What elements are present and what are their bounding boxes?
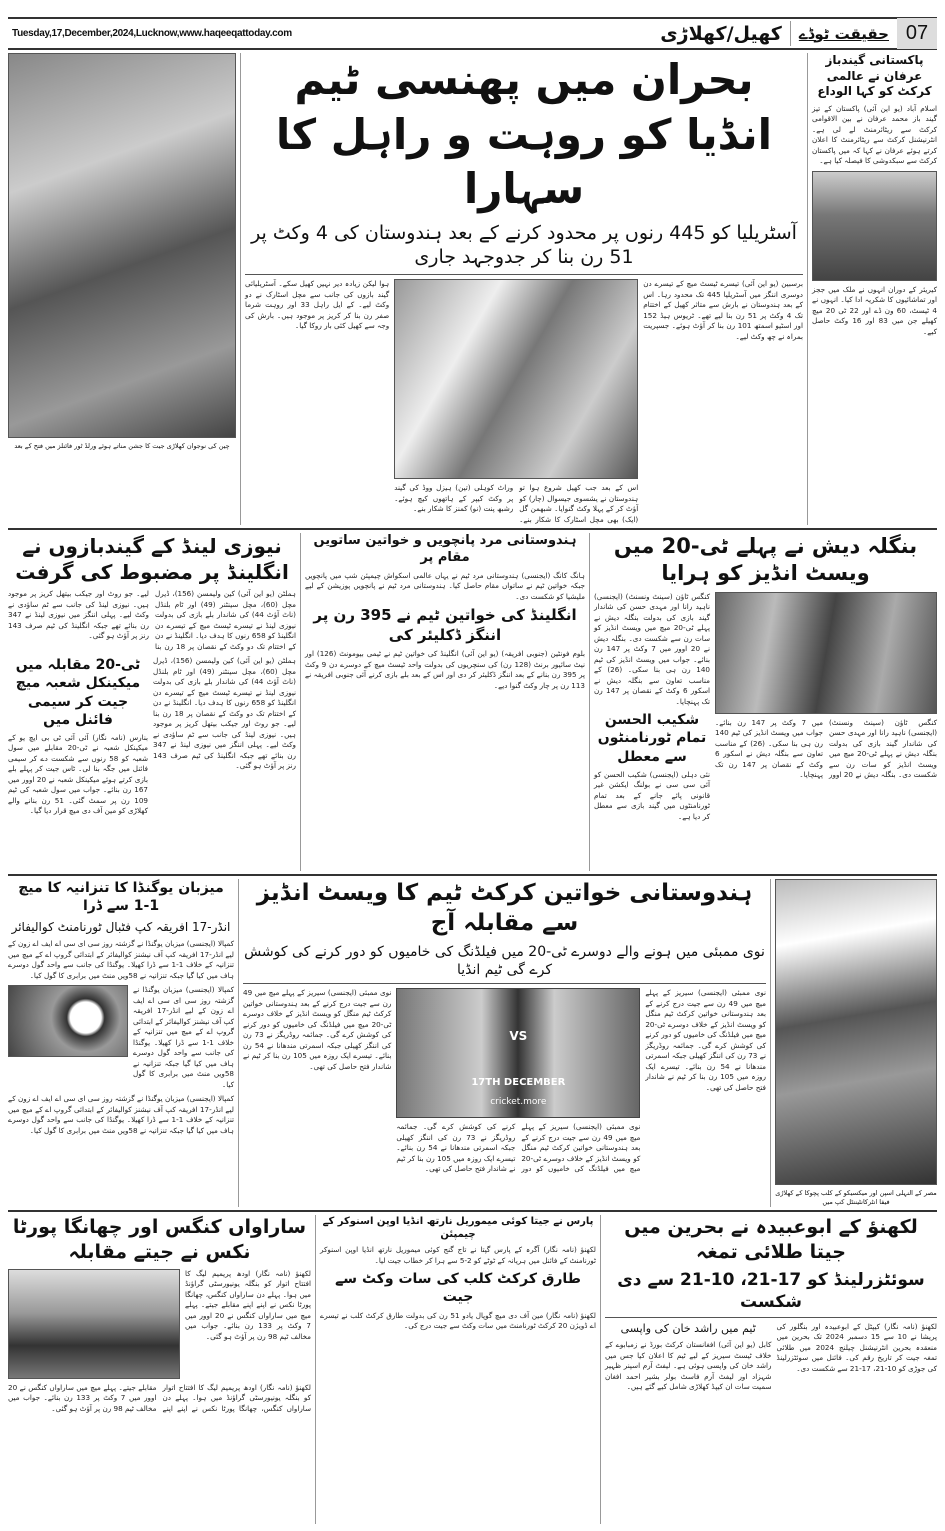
bangladesh-photo-column xyxy=(715,592,937,781)
bangladesh-body-continued: کنگس ٹاؤن (سینٹ ونسنٹ) (ایجنسی) ناہید رانا اور مہدی حسن کی شاندار گیند بازی کی بدولت بنگلہ دیش نے پہلے ٹی-20 میچ میں ویسٹ انڈیز کو سات رن سے شکست دی۔ بنگلہ دیش نے 20 اوور میں 7 وکٹ پر 147 رن بنائے۔ جواب میں ویسٹ انڈیز کی ٹیم 140 رن ہی بنا سکی۔ (26) کے مناسب تعاون سے بنگلہ دیش نے اسکور 6 وکٹ کے نقصان پر 147 رن تک پہنچایا۔ xyxy=(715,717,937,780)
paras-headline: پارس نے جیتا کوئی میموریل نارتھ انڈیا اوپن اسنوکر کے چیمپئن xyxy=(322,1216,594,1241)
obaida-story xyxy=(600,1215,937,1524)
kings-headline: ساراواں کنگس اور چھانگا پورٹا نکس نے جیتے مقابلہ xyxy=(12,1216,307,1263)
side-story xyxy=(807,53,937,525)
rashid-body: کابل (یو این آئی) افغانستان کرکٹ بورڈ نے زمبابوے کے خلاف ٹیسٹ سیریز کے لیے ٹیم کا اعلان کیا جس میں راشد خان کی واپسی ہوئی ہے۔ لیفٹ آرم اسپنر ظہیر شہزاد اور لیفٹ آرم فاسٹ بولر بشیر احمد افغان سمیت سات ان کیپڈ کھلاڑی شامل کیے گئے ہیں۔ xyxy=(605,1340,772,1392)
article-body: ہوا لیکن زیادہ دیر نہیں کھیل سکے۔ آسٹریلیائی گیند بازوں کی جانب سے مچل اسٹارک نے دو وکٹ لیے۔ کے ایل راہل 33 اور روہت شرما صفر رن بنا کر کریز پر موجود ہیں۔ بارش کی وجہ سے کھیل کئی بار روکا گیا۔ xyxy=(245,279,390,331)
uganda-headline: میزبان یوگنڈا کا تنزانیہ کا میچ 1-1 سے ڈرا xyxy=(18,880,224,915)
main-subheadline: آسٹریلیا کو 445 رنوں پر محدود کرنے کے بعد ہندوستان کی 4 وکٹ پر 51 رن بنا کر جدوجہد جاری xyxy=(251,221,797,269)
newspaper-logo: حقیقت ٹوڈے xyxy=(798,24,889,43)
rashid-story xyxy=(605,1322,771,1393)
photo-column xyxy=(394,279,638,525)
kings-body: لکھنؤ (نامہ نگار) اودھ پریمیم لیگ کا افتتاح اتوار کو بنگلہ یونیورسٹی گراؤنڈ میں ہوا۔ پہلے دن ساراواں کنگس، چھانگا پورٹا نکس نے اپنے اپنے مقابلے جیتے۔ پہلے میچ میں ساراواں کنگس نے 20 اوور میں 7 وکٹ پر 133 رن بنائے۔ جواب میں مخالف ٹیم 98 رن پر آؤٹ ہو گئی۔ xyxy=(185,1268,311,1341)
nz-body: ہملٹن (یو این آئی) کین ولیمسن (156)، ڈیرل مچل (60)، مچل سینٹنر (49) اور ٹام بلنڈل (ناٹ آؤٹ 44) کی شاندار بلے بازی کی بدولت نیوزی لینڈ نے تیسرے ٹیسٹ میچ کے تیسرے دن انگلینڈ کو 658 رنوں کا ہدف دیا۔ انگلینڈ نے دن کے اختتام تک دو وکٹ کے نقصان پر 18 رن بنا لیے۔ جو روٹ اور جیکب بیتھل کریز پر موجود ہیں۔ نیوزی لینڈ کی جانب سے ٹم ساؤدی نے وکٹ لیے۔ پہلی اننگز میں نیوزی لینڈ نے 347 رن بنائے تھے جبکہ انگلینڈ کی ٹیم صرف 143 رنز پر آؤٹ ہو گئی۔ xyxy=(8,589,296,651)
paras-story xyxy=(315,1215,600,1524)
third-section xyxy=(8,876,937,1212)
promo-date: 17TH DECEMBER xyxy=(471,1077,566,1089)
football-photo xyxy=(8,985,128,1057)
second-section xyxy=(8,530,937,876)
football-photo-column xyxy=(770,879,937,1207)
uganda-photo-row xyxy=(8,985,234,1090)
women-cricket-subheadline: نوی ممبئی میں ہونے والے دوسرے ٹی-20 میں فیلڈنگ کی خامیوں کو دور کرنے کی کوشش کرے گی ٹیم انڈیا xyxy=(244,943,765,979)
obaida-headline: لکھنؤ کے ابوعبیدہ نے بحرین میں جیتا طلائی تمغہ xyxy=(624,1216,918,1263)
left-photo-column xyxy=(8,53,240,525)
bottom-section xyxy=(8,1212,937,1527)
trophy-ceremony-photo xyxy=(8,1269,180,1379)
football-match-photo xyxy=(775,879,937,1185)
divider xyxy=(243,983,766,984)
squash-headline: ہندوستانی مرد پانچویں و خواتین ساتویں مقام پر xyxy=(313,533,577,566)
shakib-body: نئی دہلی (ایجنسی) شکیب الحسن کو آئی سی سی نے بولنگ ایکشن غیر قانونی پائے جانے کے بعد تمام ٹورنامنٹوں میں گیند بازی سے معطل کر دیا ہے۔ xyxy=(594,769,710,821)
tariq-body: لکھنؤ (نامہ نگار) مین آف دی میچ گوپال یادو 51 رن کی بدولت طارق کرکٹ کلب نے تیسرے اے ڈویژن 20 کرکٹ ٹورنامنٹ میں سات وکٹ سے جیت درج کی۔ xyxy=(320,1310,596,1331)
bangladesh-headline: بنگلہ دیش نے پہلے ٹی-20 میں ویسٹ انڈیز کو ہرایا xyxy=(613,534,918,586)
promo-column xyxy=(396,988,640,1175)
nz-headline: نیوزی لینڈ کے گیندبازوں نے انگلینڈ پر مضبوط کی گرفت xyxy=(15,534,289,585)
bangladesh-body: کنگس ٹاؤن (سینٹ ونسنٹ) (ایجنسی) ناہید رانا اور مہدی حسن کی شاندار گیند بازی کی بدولت بنگلہ دیش نے پہلے ٹی-20 میچ میں ویسٹ انڈیز کو سات رن سے شکست دی۔ بنگلہ دیش نے 20 اوور میں 7 وکٹ پر 147 رن بنائے۔ جواب میں ویسٹ انڈیز کی ٹیم 140 رن ہی بنا سکی۔ (26) کے مناسب تعاون سے بنگلہ دیش نے اسکور 6 وکٹ کے نقصان پر 147 رن تک پہنچایا۔ xyxy=(594,591,711,706)
england-women-headline: انگلینڈ کی خواتین ٹیم نے 395 رن پر اننگز ڈکلیئر کی xyxy=(313,606,577,644)
dateline: Tuesday,17,December,2024,Lucknow,www.haqeeqattoday.com xyxy=(12,28,292,39)
rashid-headline: ٹیم میں راشد خان کی واپسی xyxy=(620,1321,756,1335)
main-headline: بحران میں پھنسی ٹیم انڈیا کو روہت و راہل کا سہارا xyxy=(275,55,773,214)
women-cricket-headline: ہندوستانی خواتین کرکٹ ٹیم کا ویسٹ انڈیز سے مقابلہ آج xyxy=(256,880,753,937)
bangladesh-team-photo xyxy=(715,592,937,714)
women-cricket-columns xyxy=(243,988,766,1175)
nz-story xyxy=(8,533,300,871)
squash-body: ہانگ کانگ (ایجنسی) ہندوستانی مرد ٹیم نے یہاں عالمی اسکواش چیمپئن شپ میں پانچویں جبکہ خواتین ٹیم نے ساتواں مقام حاصل کیا۔ ہندوستانی مرد ٹیم نے پانچویں پوزیشن کے لیے ملیشیا کو شکست دی۔ xyxy=(305,570,585,601)
cricket-team-photo xyxy=(394,279,638,479)
main-story xyxy=(240,53,807,525)
page-number: 07 xyxy=(897,18,937,49)
kings-body-continued: لکھنؤ (نامہ نگار) اودھ پریمیم لیگ کا افتتاح اتوار کو بنگلہ یونیورسٹی گراؤنڈ میں ہوا۔ پہلے دن ساراواں کنگس، چھانگا پورٹا نکس نے اپنے اپنے مقابلے جیتے۔ پہلے میچ میں ساراواں کنگس نے 20 اوور میں 7 وکٹ پر 133 رن بنائے۔ جواب میں مخالف ٹیم 98 رن پر آؤٹ ہو گئی۔ xyxy=(8,1382,311,1413)
obaida-subheadline: سوئٹزرلینڈ کو 17-21، 10-21 سے دی شکست xyxy=(617,1269,925,1312)
article-body: اس کے بعد جب کھیل شروع ہوا تو ہندوستان نے یشسوی جیسوال (چار) کو آؤٹ کر کے پہلا وکٹ گنوایا۔ شبھمن گل (ایک) بھی مچل اسٹارک کا شکار بنے۔ وراٹ کوہلی (تین) ہیزل ووڈ کی گیند پر وکٹ کیپر کے ہاتھوں کیچ ہوئے۔ رشبھ پنت (نو) کمنز کا شکار بنے۔ xyxy=(394,483,639,524)
promo-brand: cricket.more xyxy=(490,1097,547,1108)
tariq-headline: طارق کرکٹ کلب کی سات وکٹ سے جیت xyxy=(335,1271,581,1306)
article-body: برسبین (یو این آئی) تیسرے ٹیسٹ میچ کے تیسرے دن دوسری اننگز میں آسٹریلیا 445 تک محدود رہا۔ اس کے بعد ہندوستان نے بارش سے متاثر کھیل کے اختتام تک 4 وکٹ پر 51 رن بنا لیے تھے۔ ٹریوس ہیڈ 152 اور اسٹیو اسمتھ 101 رن بنا کر آؤٹ ہوئے۔ جسپریت بمراہ نے چھ وکٹ لیے۔ xyxy=(643,279,803,341)
shakib-headline: شکیب الحسن تمام ٹورنامنٹوں سے معطل xyxy=(597,712,707,765)
t20-story xyxy=(8,656,148,817)
match-promo-image xyxy=(396,988,640,1118)
uganda-body: کمپالا (ایجنسی) میزبان یوگنڈا نے گزشتہ روز سی ای سی اے ایف اے زون کے لیے انڈر-17 افریقہ کپ آف نیشنز کوالیفائر کے ابتدائی گروپ اے کے میچ میں تنزانیہ کے خلاف 1-1 سے ڈرا کھیلا۔ یوگنڈا کی جانب سے واحد گول دوسرے ہاف میں کیا گیا جبکہ تنزانیہ نے 58ویں منٹ میں برابری کا گول کیا۔ xyxy=(133,985,235,1089)
kings-story xyxy=(8,1215,315,1524)
bowler-portrait-photo xyxy=(812,171,937,281)
side-article-body: اسلام آباد (یو این آئی) پاکستان کے تیز گیند باز محمد عرفان نے بین الاقوامی کرکٹ سے ریٹائرمنٹ لے لی ہے۔ انٹرنیشنل کرکٹ سے ریٹائرمنٹ کا اعلان کرتے ہوئے عرفان نے کہا کہ میں پاکستان کرکٹ سے سبکدوشی کا فیصلہ کیا ہے۔ xyxy=(812,103,937,166)
uganda-story xyxy=(8,879,238,1207)
women-cricket-body-continued: نوی ممبئی (ایجنسی) سیریز کے پہلے میچ میں 49 رن سے جیت درج کرنے کے بعد ہندوستانی خواتین کرکٹ ٹیم منگل کو ویسٹ انڈیز کے خلاف دوسرے ٹی-20 میچ میں فیلڈنگ کی خامیوں کو دور کرنے کی کوشش کرے گی۔ جمائمہ روڈریگز نے 73 رن کی اننگز کھیلی جبکہ اسمرتی مندھانا نے 54 رن بنائے۔ تیسرے ایک روزہ میں 105 رن بنا کر ٹیم نے شاندار فتح حاصل کی تھی۔ xyxy=(396,1122,641,1174)
divider xyxy=(605,1317,937,1318)
uganda-body: کمپالا (ایجنسی) میزبان یوگنڈا نے گزشتہ روز سی ای سی اے ایف اے زون کے لیے انڈر-17 افریقہ کپ آف نیشنز کوالیفائر کے ابتدائی گروپ اے کے میچ میں تنزانیہ کے خلاف 1-1 سے ڈرا کھیلا۔ یوگنڈا کی جانب سے واحد گول دوسرے ہاف میں کیا گیا جبکہ تنزانیہ نے 58ویں منٹ میں برابری کا گول کیا۔ xyxy=(8,939,234,980)
side-article-body: کیریئر کے دوران انہوں نے ملک میں ججز اور تماشائیوں کا شکریہ ادا کیا۔ انہوں نے 4 ٹیسٹ، 60 ون ڈے اور 22 ٹی 20 میچ کھیلے جن میں 83 اور 16 وکٹ حاصل کیے۔ xyxy=(812,284,937,336)
paras-body: لکھنؤ (نامہ نگار) آگرہ کے پارس گپتا نے تاج گنج کوئی میموریل نارتھ انڈیا اوپن اسنوکر ٹورنامنٹ کے فائنل میں ہریانہ کے ٹوٹے کو 2-5 سے ہرا کر خطاب جیت لیا۔ xyxy=(320,1245,596,1265)
kings-photo-row xyxy=(8,1269,311,1379)
middle-stories xyxy=(300,533,589,871)
uganda-body-continued: کمپالا (ایجنسی) میزبان یوگنڈا نے گزشتہ روز سی ای سی اے ایف اے زون کے لیے انڈر-17 افریقہ کپ آف نیشنز کوالیفائر کے ابتدائی گروپ اے کے میچ میں تنزانیہ کے خلاف 1-1 سے ڈرا کھیلا۔ یوگنڈا کی جانب سے واحد گول دوسرے ہاف میں کیا گیا جبکہ تنزانیہ نے 58ویں منٹ میں برابری کا گول کیا۔ xyxy=(8,1094,234,1135)
women-cricket-body: نوی ممبئی (ایجنسی) سیریز کے پہلے میچ میں 49 رن سے جیت درج کرنے کے بعد ہندوستانی خواتین کرکٹ ٹیم منگل کو ویسٹ انڈیز کے خلاف دوسرے ٹی-20 میچ میں فیلڈنگ کی خامیوں کو دور کرنے کی کوشش کرے گی۔ جمائمہ روڈریگز نے 73 رن کی اننگز کھیلی جبکہ اسمرتی مندھانا نے 54 رن بنائے۔ تیسرے ایک روزہ میں 105 رن بنا کر ٹیم نے شاندار فتح حاصل کی تھی۔ xyxy=(645,988,767,1092)
women-cricket-story xyxy=(238,879,770,1207)
masthead xyxy=(8,17,937,50)
women-cricket-body: نوی ممبئی (ایجنسی) سیریز کے پہلے میچ میں 49 رن سے جیت درج کرنے کے بعد ہندوستانی خواتین کرکٹ ٹیم منگل کو ویسٹ انڈیز کے خلاف دوسرے ٹی-20 میچ میں فیلڈنگ کی خامیوں کو دور کرنے کی کوشش کرے گی۔ جمائمہ روڈریگز نے 73 رن کی اننگز کھیلی جبکہ اسمرتی مندھانا نے 54 رن بنائے۔ تیسرے ایک روزہ میں 105 رن بنا کر ٹیم نے شاندار فتح حاصل کی تھی۔ xyxy=(243,988,392,1071)
photo-caption: چین کی نوجوان کھلاڑی جیت کا جشن مناتے ہوئے ورلڈ ٹور فائنلز میں فتح کے بعد xyxy=(14,442,230,450)
promo-vs: VS xyxy=(509,1029,528,1044)
bangladesh-columns xyxy=(594,592,937,823)
t20-headline: ٹی-20 مقابلہ میں میکینکل شعبہ میچ جیت کر سیمی فائنل میں xyxy=(15,657,141,728)
t20-body: بنارس (نامہ نگار) آئی آئی ٹی بی ایچ یو کے میکینکل شعبہ نے ٹی-20 مقابلے میں سول شعبہ کو 58 رنوں سے شکست دے کر سیمی فائنل میں جگہ بنا لی۔ ٹاس جیت کر پہلے بلے بازی کرتے ہوئے میکینکل شعبہ نے 20 اوور میں 167 رن بنائے۔ جواب میں سول شعبہ کی ٹیم 109 رن پر سمٹ گئی۔ 51 رن بنانے والے کھلاڑی کو مین آف دی میچ قرار دیا گیا۔ xyxy=(8,732,148,816)
nz-lower-columns xyxy=(8,656,296,817)
divider xyxy=(245,274,803,275)
main-story-columns xyxy=(245,279,803,525)
section-title: کھیل/کھلاڑی xyxy=(660,22,782,45)
obaida-body: لکھنؤ (نامہ نگار) کیپٹل کے ابوعبیدہ اور بنگلور کی پریشا نے 10 سے 15 دسمبر 2024 تک بحرین میں منعقدہ بحرین انٹرنیشنل چیلنج 2024 میں طلائی تمغہ جیت کر تاریخ رقم کی۔ فائنل میں سوئٹزرلینڈ کی جوڑی کو 10-21، 17-21 سے شکست دی۔ xyxy=(776,1321,938,1373)
photo-caption: مصر کے النہلی اسپن اور میکسیکو کے کلب پچوکا کے کھلاڑی فیفا انٹرکانٹیننٹل کپ میں xyxy=(775,1189,937,1207)
bangladesh-text-column xyxy=(594,592,710,823)
obaida-columns xyxy=(605,1322,937,1393)
bangladesh-story xyxy=(589,533,937,871)
england-women-body: بلوم فونٹین (جنوبی افریقہ) (یو این آئی) انگلینڈ کی خواتین ٹیم نے ٹیمی بیومونٹ (126) اور نیٹ سائیور برنٹ (128 رن) کی سنچریوں کی بدولت واحد ٹیسٹ میچ کے دوسرے دن 9 وکٹ پر 395 رن بنانے کے بعد اننگز ڈکلیئر کر دی اور اس کے بعد بلے بازی کرنے آئی جنوبی افریقہ نے 113 رن پر چار وکٹ گنوا دیے۔ xyxy=(305,649,585,690)
side-headline: پاکستانی گیندباز عرفان نے عالمی کرکٹ کو کہا الوداع xyxy=(817,53,932,99)
nz-body-continued: ہملٹن (یو این آئی) کین ولیمسن (156)، ڈیرل مچل (60)، مچل سینٹنر (49) اور ٹام بلنڈل (ناٹ آؤٹ 44) کی شاندار بلے بازی کی بدولت نیوزی لینڈ نے تیسرے ٹیسٹ میچ کے تیسرے دن انگلینڈ کو 658 رنوں کا ہدف دیا۔ انگلینڈ نے دن کے اختتام تک دو وکٹ کے نقصان پر 18 رن بنا لیے۔ جو روٹ اور جیکب بیتھل کریز پر موجود ہیں۔ نیوزی لینڈ کی جانب سے ٹم ساؤدی نے وکٹ لیے۔ پہلی اننگز میں نیوزی لینڈ نے 347 رن بنائے تھے جبکہ انگلینڈ کی ٹیم صرف 143 رنز پر آؤٹ ہو گئی۔ xyxy=(153,656,296,771)
divider xyxy=(790,21,791,46)
badminton-player-photo xyxy=(8,53,236,438)
top-section xyxy=(8,50,937,530)
uganda-subheadline: انڈر-17 افریقہ کپ فٹبال ٹورنامنٹ کوالیفائر xyxy=(11,919,231,934)
